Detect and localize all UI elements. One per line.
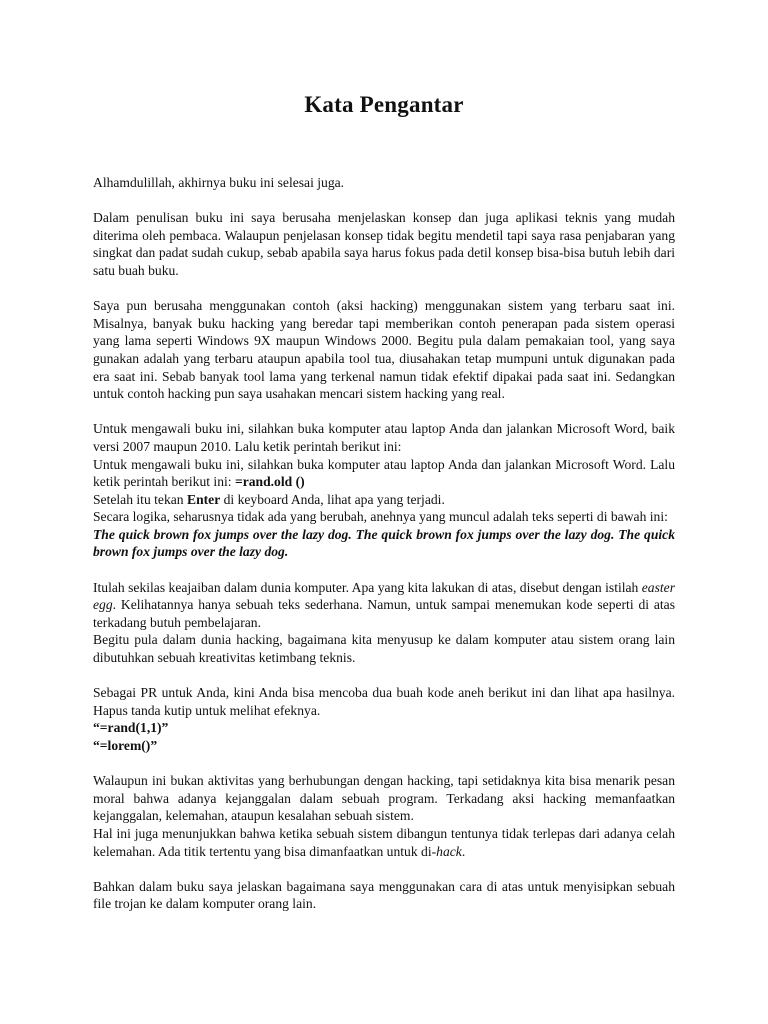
paragraph-13	[93, 825, 675, 860]
term-easter-egg: easter egg	[93, 579, 675, 613]
code-line-2	[93, 737, 675, 755]
paragraph-5	[93, 456, 675, 491]
term-hack: hack	[436, 843, 462, 859]
paragraph-9	[93, 579, 675, 632]
page-title: Kata Pengantar	[304, 92, 464, 117]
code-line-1	[93, 719, 675, 737]
paragraph-13-after: .	[461, 843, 466, 859]
paragraph-12: Walaupun ini bukan aktivitas yang berhubungan dengan hacking, tapi setidaknya kita bisa menarik pesan moral bahwa adanya kejanggalan dalam sebuah program. Terkadang aksi hacking memanfaatkan kejanggalan, kelemahan, ataupun kesalahan sebuah sistem.	[93, 773, 675, 824]
paragraph-14: Bahkan dalam buku saya jelaskan bagaimana saya menggunakan cara di atas untuk menyisipkan sebuah file trojan ke dalam komputer orang lain.	[93, 878, 675, 912]
paragraph-4: Untuk mengawali buku ini, silahkan buka komputer atau laptop Anda dan jalankan Microsoft Word, baik versi 2007 maupun 2010. Lalu ketik perintah berikut ini:	[93, 421, 675, 454]
paragraph-7: Secara logika, seharusnya tidak ada yang berubah, anehnya yang muncul adalah teks seperti di bawah ini:	[93, 509, 668, 525]
quick-brown-fox-quote: The quick brown fox jumps over the lazy dog. The quick brown fox jumps over the lazy dog. The quick brown fox jumps over the lazy dog.	[93, 526, 675, 560]
paragraph-11: Sebagai PR untuk Anda, kini Anda bisa mencoba dua buah kode aneh berikut ini dan lihat apa hasilnya. Hapus tanda kutip untuk melihat efeknya.	[93, 685, 675, 718]
paragraph-2: Dalam penulisan buku ini saya berusaha menjelaskan konsep dan juga aplikasi teknis yang mudah diterima oleh pembaca. Walaupun penjelasan konsep tidak begitu mendetil tapi saya rasa penjabaran yang singkat dan padat sudah cukup, sebab apabila saya harus fokus pada detil konsep bisa-bisa butuh lebih dari satu buah buku.	[93, 210, 675, 278]
paragraph-13-before: Hal ini juga menunjukkan bahwa ketika sebuah sistem dibangun tentunya tidak terlepas dari adanya celah kelemahan. Ada titik tertentu yang bisa dimanfaatkan untuk di-	[93, 825, 675, 859]
paragraph-6-before: Setelah itu tekan	[93, 491, 187, 507]
paragraph-6-after: di keyboard Anda, lihat apa yang terjadi.	[220, 491, 445, 507]
paragraph-3: Saya pun berusaha menggunakan contoh (aksi hacking) menggunakan sistem yang terbaru saat ini. Misalnya, banyak buku hacking yang beredar tapi memberikan contoh penerapan pada sistem operasi yang lama seperti Windows 9X maupun Windows 2000. Begitu pula dalam pemakaian tool, yang saya gunakan adalah yang terbaru ataupun apabila tool tua, diusahakan tetap mumpuni untuk digunakan pada era saat ini. Sebab banyak tool lama yang terkenal namun tidak efektif dipakai pada saat ini. Sedangkan untuk contoh hacking pun saya usahakan mencari sistem hacking yang real.	[93, 298, 675, 402]
enter-key-label: Enter	[187, 491, 221, 507]
paragraph-8-quote	[93, 526, 675, 561]
code-rand-old: =rand.old ()	[234, 474, 305, 490]
paragraph-9-after: . Kelihatannya hanya sebuah teks sederhana. Namun, untuk sampai menemukan kode seperti di atas terkadang butuh pembelajaran.	[93, 597, 675, 630]
code-rand: “=rand(1,1)”	[93, 720, 169, 736]
code-lorem: “=lorem()”	[93, 738, 158, 753]
paragraph-5-text: Untuk mengawali buku ini, silahkan buka komputer atau laptop Anda dan jalankan Microsoft Word. Lalu ketik perintah berikut ini:	[93, 456, 675, 490]
paragraph-6	[93, 491, 675, 509]
document-body	[93, 174, 675, 913]
paragraph-1: Alhamdulillah, akhirnya buku ini selesai juga.	[93, 175, 345, 190]
paragraph-10: Begitu pula dalam dunia hacking, bagaimana kita menyusup ke dalam komputer atau sistem orang lain dibutuhkan sebuah kreativitas ketimbang teknis.	[93, 632, 675, 666]
paragraph-9-before: Itulah sekilas keajaiban dalam dunia komputer. Apa yang kita lakukan di atas, disebut dengan istilah	[93, 579, 642, 595]
